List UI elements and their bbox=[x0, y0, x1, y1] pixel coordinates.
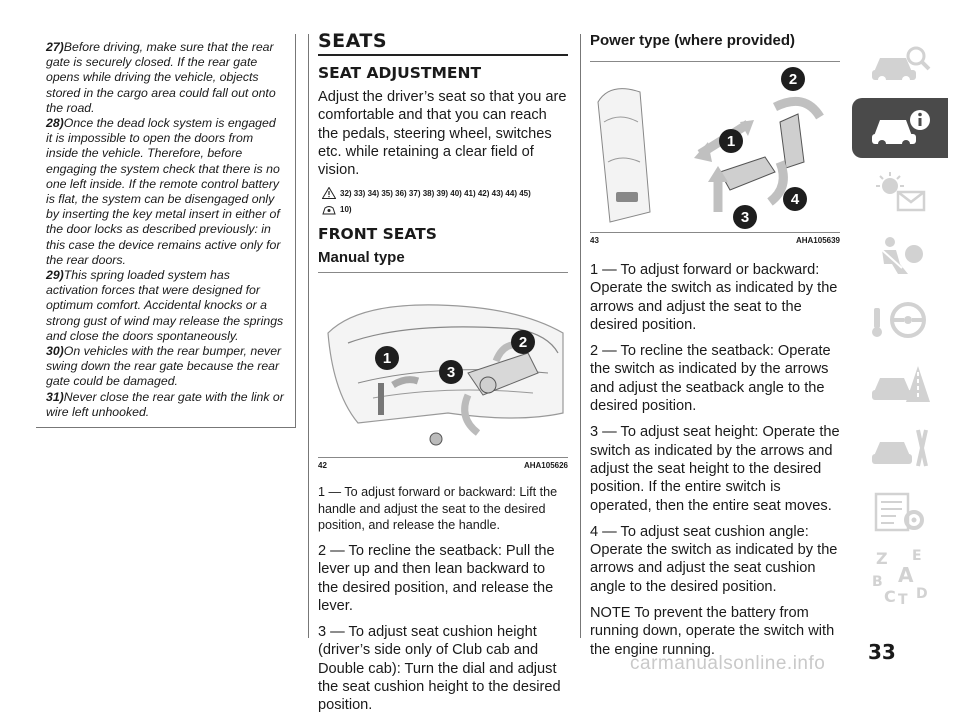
figure-code: AHA105639 bbox=[795, 236, 840, 245]
figure-number: 43 bbox=[590, 236, 599, 245]
figure-caption bbox=[318, 458, 568, 470]
front-seats-title: FRONT SEATS bbox=[318, 225, 437, 244]
note-30: 30)On vehicles with the rear bumper, never swing down the rear gate because the rear gate could be damaged. bbox=[46, 344, 282, 389]
power-note: NOTE To prevent the battery from running down, operate the switch with the engine running. bbox=[590, 605, 835, 658]
figure-number: 42 bbox=[318, 461, 327, 471]
power-item-2: 2 — To recline the seatback: Operate the switch as indicated by the arrows and adjust the seatback angle to the desired position. bbox=[590, 343, 831, 415]
callout-1 bbox=[718, 128, 744, 154]
column-divider bbox=[580, 34, 581, 638]
seat-adjustment-title: SEAT ADJUSTMENT bbox=[318, 64, 482, 82]
manual-item-2: 2 — To recline the seatback: Pull the lever up and then lean backward to the desired position, and release the lever. bbox=[318, 542, 555, 614]
car-info-icon bbox=[868, 106, 932, 150]
tab-knowing-vehicle[interactable] bbox=[852, 98, 948, 158]
car-search-icon bbox=[868, 42, 932, 86]
svg-text:3: 3 bbox=[446, 364, 456, 382]
caution-hand-icon bbox=[322, 203, 336, 215]
warning-refs: 32) 33) 34) 35) 36) 37) 38) 39) 40) 41) 42) 43) 44) 45) bbox=[322, 187, 568, 199]
svg-text:E: E bbox=[912, 548, 922, 564]
callout-1 bbox=[374, 345, 400, 371]
airbag-icon bbox=[868, 234, 932, 278]
svg-text:4: 4 bbox=[790, 191, 800, 208]
caution-refs: 10) bbox=[322, 203, 568, 215]
svg-text:1: 1 bbox=[382, 350, 392, 368]
svg-text:1: 1 bbox=[726, 133, 736, 150]
figure-power-seat bbox=[590, 61, 840, 233]
watermark: carmanualsonline.info bbox=[630, 653, 826, 674]
power-item-3: 3 — To adjust seat height: Operate the switch as indicated by the arrows and adjust the seat height to the desired position. If the entire switch is operated, then the entire seat moves. bbox=[590, 424, 840, 514]
column-divider bbox=[308, 34, 309, 638]
note-29: 29)This spring loaded system has activation forces that were designed for optimum comfort. Accidental knocks or a strong gust of wind may release the springs and close the doors spontaneously. bbox=[46, 268, 284, 343]
key-steering-icon bbox=[868, 298, 932, 342]
note-27: 27)Before driving, make sure that the rear gate is securely closed. If the rear gate opens while driving the vehicle, objects stored in the cargo area could fall out onto the road. bbox=[46, 40, 276, 115]
tab-starting-driving[interactable] bbox=[852, 290, 948, 350]
note-28: 28)Once the dead lock system is engaged it is impossible to open the doors from inside the vehicle. Therefore, before engaging the system check that there is no one left inside. If the remote control battery is flat, the system can be disengaged only by inserting the key metal insert in either of the door locks as described previously: in this case the device remains active only for the rear doors. bbox=[46, 116, 281, 267]
svg-text:Z: Z bbox=[876, 549, 888, 568]
power-type-title: Power type (where provided) bbox=[590, 32, 796, 49]
tab-maintenance[interactable] bbox=[852, 418, 948, 478]
power-item-1: 1 — To adjust forward or backward: Operate the switch as indicated by the arrows and adjust the seat to the desired position. bbox=[590, 262, 838, 333]
callout-2 bbox=[780, 66, 806, 92]
alphabet-index-icon bbox=[868, 546, 932, 606]
seats-column bbox=[318, 30, 568, 723]
svg-text:2: 2 bbox=[518, 334, 528, 352]
figure-manual-seat bbox=[318, 272, 568, 458]
manual-item-3: 3 — To adjust seat cushion height (driver’s side only of Club cab and Double cab): Turn the dial and adjust the seat cushion height to the desired position. bbox=[318, 624, 561, 714]
power-item-4: 4 — To adjust seat cushion angle: Operate the switch as indicated by the arrows and adjust the seat cushion angle to the desired position. bbox=[590, 523, 838, 595]
svg-text:T: T bbox=[898, 592, 908, 606]
svg-text:2: 2 bbox=[788, 71, 798, 88]
warning-triangle-icon bbox=[322, 187, 336, 199]
manual-item-1: 1 — To adjust forward or backward: Lift the handle and adjust the seat to the desired position, and release the handle. bbox=[318, 485, 558, 533]
tab-dashboard[interactable] bbox=[852, 34, 948, 94]
tab-technical-specs[interactable] bbox=[852, 482, 948, 542]
tab-emergency[interactable] bbox=[852, 354, 948, 414]
seat-adjustment-text: Adjust the driver’s seat so that you are comfortable and that you can reach the pedals, steering wheel, switches etc. while retaining a clear field of vision. bbox=[318, 89, 567, 179]
tab-safety[interactable] bbox=[852, 226, 948, 286]
svg-text:B: B bbox=[872, 574, 883, 590]
warning-lights-icon bbox=[868, 170, 932, 214]
page-number: 33 bbox=[868, 640, 896, 664]
manual-type-title: Manual type bbox=[318, 249, 405, 267]
figure-caption bbox=[590, 233, 840, 245]
figure-code: AHA105626 bbox=[523, 461, 568, 471]
callout-3 bbox=[732, 204, 758, 230]
callout-3 bbox=[438, 359, 464, 385]
callout-2 bbox=[510, 329, 536, 355]
svg-text:A: A bbox=[898, 563, 914, 587]
callout-4 bbox=[782, 186, 808, 212]
svg-text:C: C bbox=[884, 587, 896, 606]
svg-text:3: 3 bbox=[740, 209, 750, 226]
svg-text:D: D bbox=[916, 586, 928, 602]
chapter-sidebar bbox=[852, 34, 960, 610]
specs-gear-icon bbox=[868, 490, 932, 534]
note-31: 31)Never close the rear gate with the link or wire left unhooked. bbox=[46, 389, 284, 419]
section-title: SEATS bbox=[318, 30, 568, 56]
tab-index[interactable] bbox=[852, 546, 948, 606]
car-tools-icon bbox=[868, 426, 932, 470]
power-seat-column bbox=[590, 30, 840, 667]
tab-warning-lights[interactable] bbox=[852, 162, 948, 222]
car-road-icon bbox=[868, 362, 932, 406]
notes-column bbox=[36, 34, 296, 428]
